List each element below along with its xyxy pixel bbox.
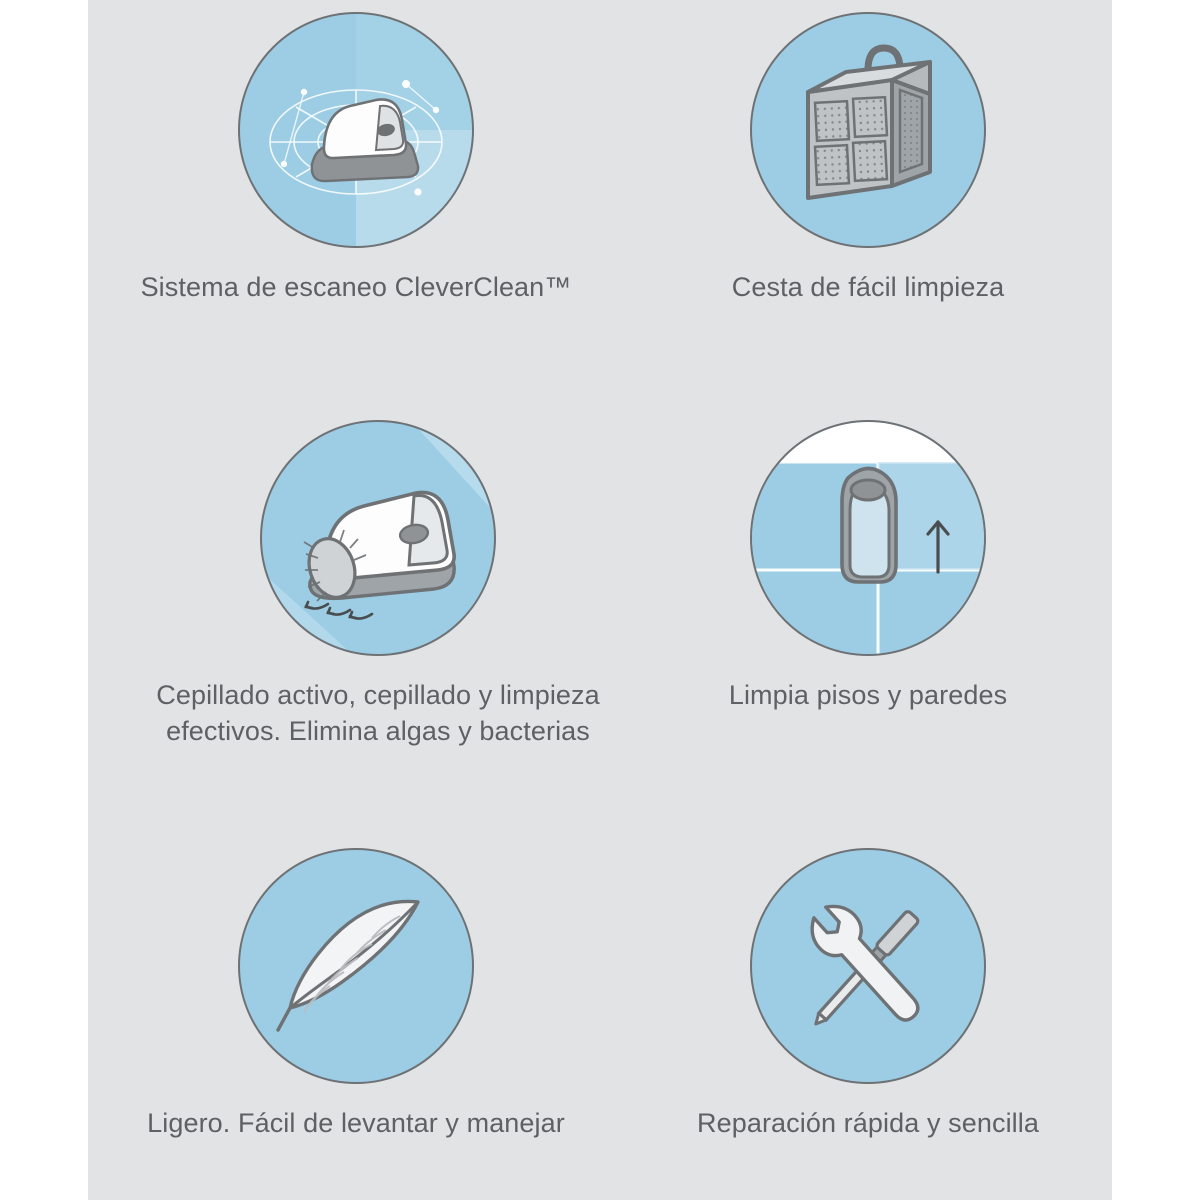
robot-climbing-wall-icon [750,420,986,656]
feature-item-easy-clean-basket [658,12,1078,306]
feature-item-clever-clean-scan [136,12,576,306]
feature-caption: Cepillado activo, cepillado y limpieza efectivos. Elimina algas y bacterias [156,680,600,746]
feature-item-floor-and-walls [658,420,1078,714]
wrench-screwdriver-icon [750,848,986,1084]
feature-item-lightweight [136,848,576,1142]
feature-caption: Limpia pisos y paredes [728,680,1008,710]
pool-robot-scanning-icon [238,12,474,248]
feature-grid [88,0,1112,1200]
feature-item-quick-repair [653,848,1083,1142]
icon-wrapper [658,12,1078,248]
icon-wrapper [136,848,576,1084]
feature-caption: Cesta de fácil limpieza [731,272,1005,302]
feature-caption: Reparación rápida y sencilla [697,1108,1039,1138]
feather-icon [238,848,474,1084]
icon-wrapper [136,12,576,248]
feature-panel [88,0,1112,1200]
icon-wrapper [653,848,1083,1084]
feature-item-active-brushing [128,420,628,750]
filter-basket-icon [750,12,986,248]
pool-robot-brush-icon [260,420,496,656]
icon-wrapper [658,420,1078,656]
icon-wrapper [128,420,628,656]
feature-caption: Sistema de escaneo CleverClean™ [140,272,572,302]
feature-caption: Ligero. Fácil de levantar y manejar [147,1108,565,1138]
